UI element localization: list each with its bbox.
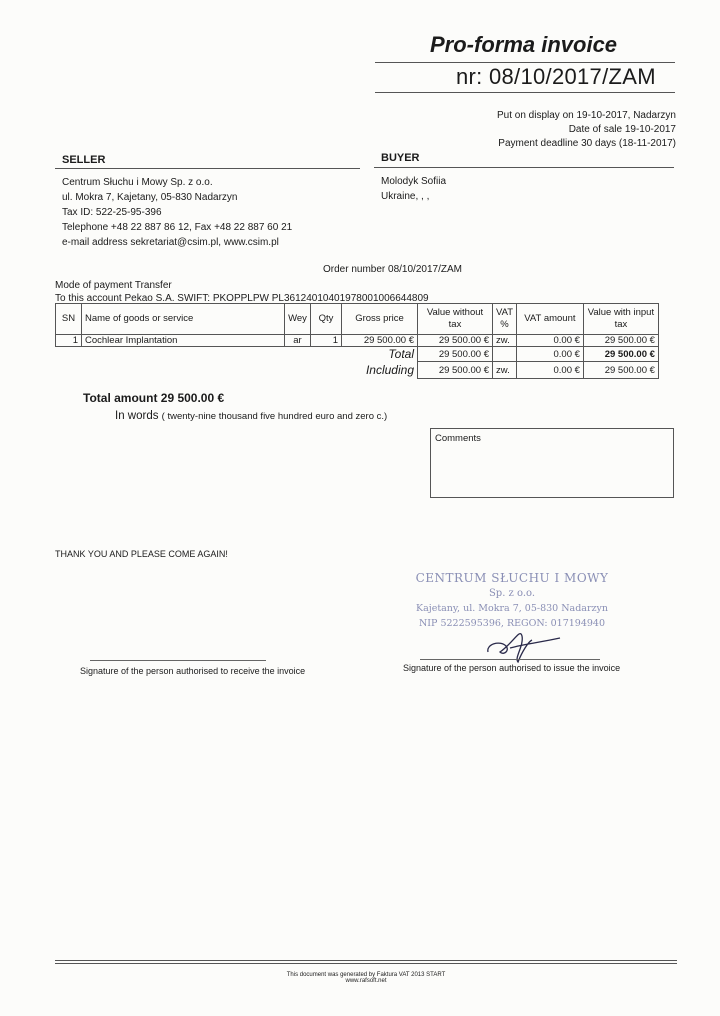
- stamp-legal-form: Sp. z o.o.: [488, 588, 536, 599]
- col-net: Value without tax: [418, 304, 493, 335]
- row-sn: 1: [56, 335, 82, 347]
- total-amount: Total amount 29 500.00 €: [83, 391, 225, 405]
- title-divider: [375, 62, 675, 63]
- comments-label: Comments: [435, 433, 481, 444]
- col-name: Name of goods or service: [82, 304, 285, 335]
- seller-address: ul. Mokra 7, Kajetany, 05-830 Nadarzyn: [62, 192, 238, 203]
- bank-account: To this account Pekao S.A. SWIFT: PKOPPLPW PL36124010401978001006644809: [55, 293, 429, 304]
- number-divider: [375, 92, 675, 93]
- seller-name: Centrum Słuchu i Mowy Sp. z o.o.: [62, 177, 213, 188]
- row-gross: 29 500.00 €: [342, 335, 418, 347]
- seller-details: [62, 175, 292, 250]
- display-date: Put on display on 19-10-2017, Nadarzyn: [496, 110, 676, 121]
- total-gross: 29 500.00 €: [583, 347, 658, 362]
- order-number: Order number 08/10/2017/ZAM: [323, 264, 462, 275]
- receive-signature-label: Signature of the person authorised to receive the invoice: [80, 666, 306, 676]
- total-vat-amount: 0.00 €: [516, 347, 583, 362]
- total-label: Total: [388, 347, 414, 362]
- col-vat: VAT %: [493, 304, 517, 335]
- in-words-value: ( twenty-nine thousand five hundred euro and zero c.): [161, 411, 388, 422]
- invoice-title: Pro-forma invoice: [430, 32, 618, 57]
- seller-divider: [55, 168, 360, 169]
- total-net: 29 500.00 €: [418, 347, 493, 362]
- thank-you-note: THANK YOU AND PLEASE COME AGAIN!: [55, 549, 228, 559]
- col-wey: Wey: [285, 304, 311, 335]
- including-total: 29 500.00 €: [583, 362, 658, 379]
- row-wey: ar: [285, 335, 311, 347]
- row-total: 29 500.00 €: [583, 335, 658, 347]
- stamp-address: Kajetany, ul. Mokra 7, 05-830 Nadarzyn: [416, 603, 608, 614]
- footer: [55, 972, 677, 984]
- buyer-name: Molodyk Sofiia: [381, 176, 447, 187]
- footer-website: www.rafsoft.net: [345, 978, 387, 984]
- including-row: [56, 362, 659, 379]
- col-qty: Qty: [311, 304, 342, 335]
- footer-generator: This document was generated by Faktura VAT 2013 START: [286, 972, 446, 978]
- seller-email: e-mail address sekretariat@csim.pl, www.csim.pl: [62, 237, 279, 248]
- receive-signature-line: [90, 660, 266, 661]
- including-net: 29 500.00 €: [418, 362, 493, 379]
- including-vat-amount: 0.00 €: [516, 362, 583, 379]
- buyer-address: Ukraine, , ,: [381, 191, 430, 202]
- row-name: Cochlear Implantation: [82, 335, 285, 347]
- issue-signature-line: [420, 659, 600, 660]
- payment-deadline: Payment deadline 30 days (18-11-2017): [498, 138, 676, 149]
- comments-box: [430, 428, 674, 498]
- row-qty: 1: [311, 335, 342, 347]
- table-row: [56, 335, 659, 347]
- row-vat-amount: 0.00 €: [516, 335, 583, 347]
- table-header-row: [56, 304, 659, 335]
- stamp-company: CENTRUM SŁUCHU I MOWY: [415, 571, 609, 585]
- sale-date: Date of sale 19-10-2017: [568, 124, 676, 135]
- payment-mode: Mode of payment Transfer: [55, 280, 172, 291]
- total-row: [56, 347, 659, 362]
- col-gross: Gross price: [342, 304, 418, 335]
- including-label: Including: [365, 363, 414, 377]
- row-vat: zw.: [493, 335, 517, 347]
- issue-signature-label: Signature of the person authorised to issue the invoice: [403, 663, 621, 673]
- stamp-registration: NIP 5222595396, REGON: 017194940: [418, 618, 605, 629]
- seller-heading: SELLER: [62, 154, 106, 166]
- footer-rule-2: [55, 963, 677, 964]
- col-sn: SN: [56, 304, 82, 335]
- col-total: Value with input tax: [583, 304, 658, 335]
- seller-tax-id: Tax ID: 522-25-95-396: [62, 207, 162, 218]
- footer-rule-1: [55, 960, 677, 961]
- including-vat: zw.: [493, 362, 517, 379]
- col-vat-amount: VAT amount: [516, 304, 583, 335]
- seller-phone: Telephone +48 22 887 86 12, Fax +48 22 887 60 21: [62, 222, 293, 233]
- invoice-number: nr: 08/10/2017/ZAM: [456, 64, 656, 89]
- buyer-heading: BUYER: [381, 152, 420, 164]
- items-table: [55, 303, 659, 379]
- buyer-details: [381, 174, 446, 204]
- amount-in-words: [115, 410, 387, 422]
- buyer-divider: [374, 167, 674, 168]
- in-words-label: In words: [115, 410, 159, 422]
- row-net: 29 500.00 €: [418, 335, 493, 347]
